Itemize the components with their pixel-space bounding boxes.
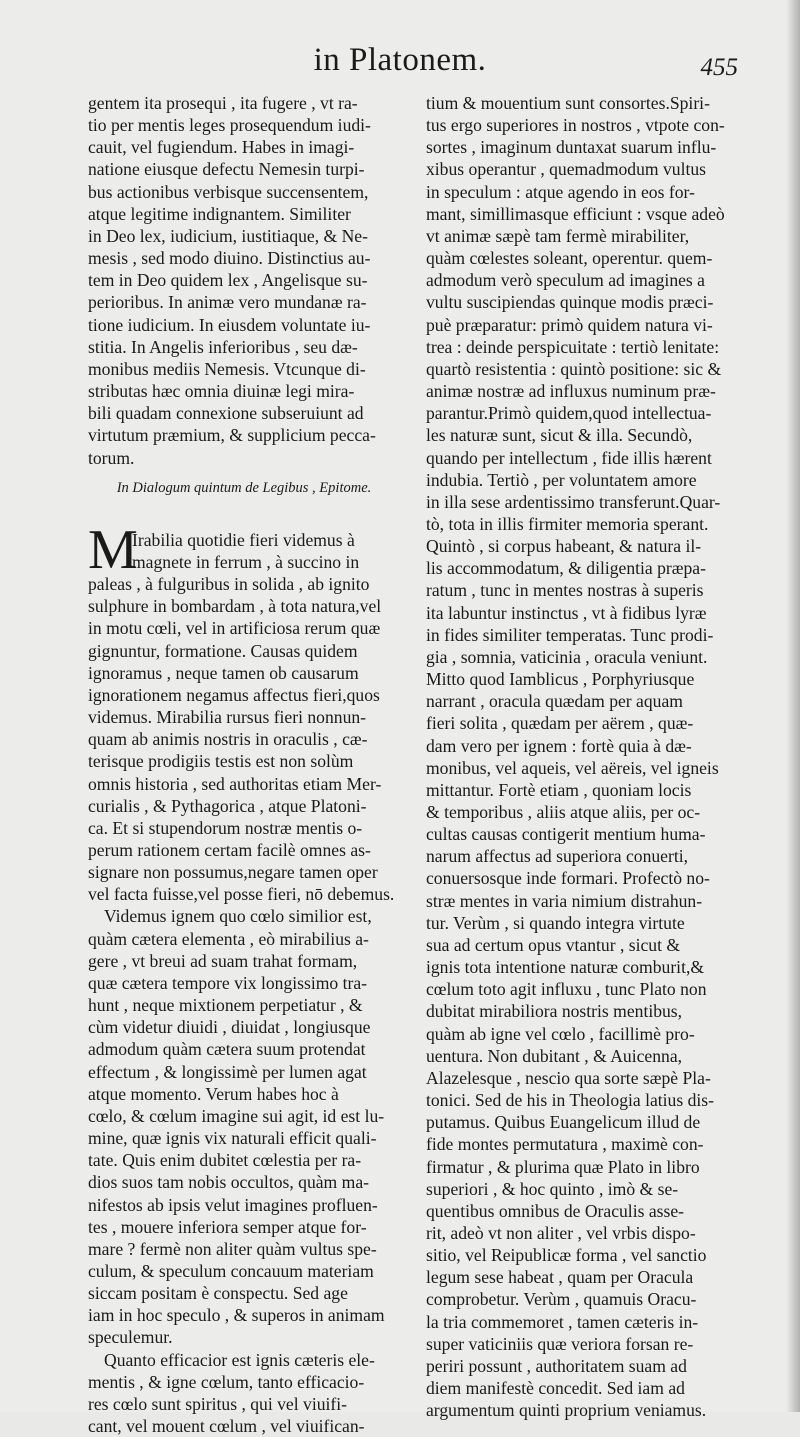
paragraph-1	[88, 92, 400, 469]
text-line: iam in hoc speculo , & superos in animam	[88, 1305, 385, 1326]
text-line: stræ mentes in varia nimium distrahun-	[426, 890, 703, 911]
text-line: vt animæ sæpè tam fermè mirabiliter,	[426, 225, 690, 246]
text-line: videmus. Mirabilia rursus fieri nonnun-	[88, 707, 367, 728]
page-edge-shadow	[786, 0, 800, 1412]
text-line: firmatur , & plurima quæ Plato in libro	[426, 1156, 700, 1177]
text-line: virtutum præmium, & supplicium pecca-	[88, 425, 376, 446]
text-line: dubitat mirabiliora nostris mentibus,	[426, 1001, 683, 1022]
text-line: tò, tota in illis firmiter memoria sperant.	[426, 513, 709, 534]
text-line: atque legitime indignantem. Similiter	[88, 203, 351, 224]
text-line: rit, adeò vt non aliter , vel vrbis dispo-	[426, 1222, 696, 1243]
page-header	[0, 42, 800, 88]
text-line: in fides similiter temperatas. Tunc prodi-	[426, 624, 714, 645]
text-line: gere , vt breui ad suam trahat formam,	[88, 950, 358, 971]
text-line: super vaticiniis quæ veriora forsan re-	[426, 1333, 694, 1354]
text-line: perioribus. In animæ vero mundanæ ra-	[88, 292, 367, 313]
text-line: atque momento. Verum habes hoc à	[88, 1083, 339, 1104]
text-line: dam vero per ignem : fortè quia à dæ-	[426, 735, 692, 756]
text-line: ignorationem negamus affectus fieri,quos	[88, 684, 380, 705]
text-line: narrant , oracula quædam per aquam	[426, 691, 683, 712]
text-line: Quanto efficacior est ignis cæteris ele-	[104, 1349, 375, 1370]
text-line: mare ? fermè non aliter quàm vultus spe-	[88, 1238, 377, 1259]
text-line: comprobetur. Verùm , quamuis Oracu-	[426, 1289, 697, 1310]
text-line: cauit, vel fugiendum. Habes in imagi-	[88, 137, 355, 158]
section-heading: In Dialogum quintum de Legibus , Epitome.	[116, 479, 372, 496]
text-line: in motu cœli, vel in artificiosa rerum quæ	[88, 618, 381, 639]
text-line: tium & mouentium sunt consortes.Spiri-	[426, 93, 710, 113]
left-column	[88, 92, 400, 1437]
text-line: la tria commemoret , tamen cæteris in-	[426, 1311, 699, 1332]
text-line: signare non possumus,negare tamen oper	[88, 862, 378, 883]
text-line: paleas , à fulguribus in solida , ab ignito	[88, 574, 370, 595]
text-line: mentis , & igne cœlum, tanto efficacio-	[88, 1371, 365, 1392]
text-line: ratum , tunc in mentes nostras à superis	[426, 580, 704, 601]
text-line: trea : deinde perspicuitate : tertiò lenitate:	[426, 336, 720, 357]
text-line: quæ cætera tempore vix longissimo tra-	[88, 972, 368, 993]
text-line: Mitto quod Iamblicus , Porphyriusque	[426, 669, 695, 690]
text-line: sua ad certum opus vtantur , sicut &	[426, 934, 681, 955]
text-line: puè præparatur: primò quidem natura vi-	[426, 314, 713, 335]
text-line: in illa sese ardentissimo transferunt.Quar-	[426, 491, 721, 512]
text-line: sortes , imaginum duntaxat suarum influ-	[426, 137, 717, 158]
text-line: ca. Et si stupendorum nostræ mentis o-	[88, 817, 363, 838]
text-line: siccam positam è conspectu. Sed age	[88, 1283, 348, 1304]
text-line: vel facta fuisse,vel posse fieri, nō debemus.	[88, 884, 395, 905]
text-line: cœlo, & cœlum imagine sui agit, id est lu-	[88, 1105, 385, 1126]
text-line: sitio, vel Reipublicæ forma , vel sanctio	[426, 1245, 707, 1266]
text-line: bili quadam connexione subseruiunt ad	[88, 403, 364, 424]
text-line: res cœlo sunt spiritus , qui vel viuifi-	[88, 1393, 347, 1414]
text-line: fieri solita , quædam per aërem , quæ-	[426, 713, 694, 734]
text-line: hunt , neque mixtionem perpetiatur , &	[88, 995, 363, 1016]
text-line: effectum , & longissimè per lumen agat	[88, 1061, 367, 1082]
text-line: indubia. Tertiò , per voluntatem amore	[426, 469, 697, 490]
text-line: tio per mentis leges prosequendum iudi-	[88, 115, 371, 136]
text-line: omnis historia , sed authoritas etiam Mer-	[88, 773, 382, 794]
text-line: & temporibus , aliis atque aliis, per oc-	[426, 802, 701, 822]
text-line: monibus, vel aqueis, vel aëreis, vel igneis	[426, 757, 719, 778]
text-line: cùm videtur diuidi , diuidat , longiusque	[88, 1017, 371, 1038]
text-line: quam ab animis nostris in oraculis , cæ-	[88, 729, 368, 750]
text-line: Quintò , si corpus habeant, & natura il-	[426, 536, 702, 557]
text-line: speculemur.	[88, 1327, 173, 1348]
text-line: culum, & speculum concauum materiam	[88, 1260, 374, 1281]
text-line: xibus operantur , quemadmodum vultus	[426, 159, 706, 180]
text-line: conuersosque inde formari. Profectò no-	[426, 868, 710, 889]
text-line: superiori , & hoc quinto , imò & se-	[426, 1178, 679, 1199]
text-line: terisque prodigiis testis est non solùm	[88, 751, 354, 772]
text-line: tione iudicium. In eiusdem voluntate iu-	[88, 314, 371, 335]
text-line: mittantur. Fortè etiam , quoniam locis	[426, 779, 692, 800]
text-line: fide montes permutatura , maximè con-	[426, 1134, 704, 1155]
text-line: quàm cœlestes soleant, operentur. quem-	[426, 248, 713, 269]
text-line: in Deo lex, iudicium, iustitiaque, & Ne-	[88, 225, 368, 246]
text-line: admodum quàm cætera suum protendat	[88, 1039, 366, 1060]
text-line: curialis , & Pythagorica , atque Platoni-	[88, 795, 367, 816]
running-title: in Platonem.	[313, 42, 487, 78]
text-line: dios suos tam nobis occultos, quàm ma-	[88, 1172, 369, 1193]
text-line: lis accommodatum, & diligentia præpa-	[426, 558, 706, 579]
text-line: torum.	[88, 447, 135, 468]
text-line: bus actionibus verbisque succensentem,	[88, 181, 369, 202]
text-line: gentem ita prosequi , ita fugere , vt ra-	[88, 93, 358, 113]
text-line: ignis tota intentione naturæ comburit,&	[426, 957, 705, 978]
text-line: Videmus ignem quo cœlo similior est,	[104, 906, 372, 927]
text-line: cœlum toto agit influxu , tunc Plato non	[426, 979, 707, 1000]
text-line: tonici. Sed de his in Theologia latius dis-	[426, 1090, 714, 1111]
text-line: legum sese habeat , quam per Oracula	[426, 1267, 694, 1288]
text-line: admodum verò speculum ad imagines a	[426, 270, 705, 291]
right-column-text	[426, 92, 738, 1421]
text-line: ita labuntur instinctus , vt à fidibus lyræ	[426, 602, 707, 623]
text-line: narum affectus ad superiora conuerti,	[426, 846, 689, 867]
text-line: cultas causas contigerit mentium huma-	[426, 824, 706, 845]
text-line: stributas hæc omnia diuinæ legi mira-	[88, 381, 355, 402]
text-line: quartò resistentia : quintò positione: sic &	[426, 358, 722, 379]
text-line: ignoramus , neque tamen ob causarum	[88, 662, 359, 683]
drop-cap: M	[88, 518, 138, 581]
text-line: quàm cætera elementa , eò mirabilius a-	[88, 928, 369, 949]
text-line: nifestos ab ipsis velut imagines profluen-	[88, 1194, 378, 1215]
text-line: mine, quæ ignis vix naturali efficit quali-	[88, 1128, 377, 1149]
page-number: 455	[700, 54, 738, 81]
paragraph-2	[88, 518, 400, 906]
text-line: quando per intellectum , fide illis hærent	[426, 447, 712, 468]
text-line: diem manifestè concedit. Sed iam ad	[426, 1378, 685, 1399]
text-line: tate. Quis enim dubitet cœlestia per ra-	[88, 1150, 362, 1171]
text-line: quàm ab igne vel cœlo , facillimè pro-	[426, 1023, 695, 1044]
text-line: perum rationem certam facilè omnes as-	[88, 840, 371, 860]
text-line: cant, vel mouent cœlum , vel viuifican-	[88, 1416, 365, 1437]
text-line: sulphure in bombardam , à tota natura,vel	[88, 596, 382, 617]
text-line: in speculum : atque agendo in eos for-	[426, 181, 695, 202]
text-line: uentura. Non dubitant , & Auicenna,	[426, 1045, 683, 1066]
paragraph-4	[88, 1349, 400, 1437]
text-line: natione eiusque defectu Nemesin turpi-	[88, 159, 365, 180]
text-line: tem in Deo quidem lex , Angelisque su-	[88, 270, 368, 291]
text-line: vultu suscipiendas quinque modis præci-	[426, 292, 714, 313]
text-line: parantur.Primò quidem,quod intellectua-	[426, 403, 712, 424]
text-line: gignuntur, formatione. Causas quidem	[88, 640, 358, 661]
text-line: putamus. Quibus Euangelicum illud de	[426, 1112, 701, 1133]
text-line: Alazelesque , nescio qua sorte sæpè Pla-	[426, 1067, 711, 1088]
text-line: mant, simillimasque efficiunt : vsque adeò	[426, 203, 725, 224]
text-line: Irabilia quotidie fieri videmus à	[132, 529, 355, 550]
text-line: tus ergo superiores in nostros , vtpote con-	[426, 115, 725, 136]
text-line: monibus mediis Nemesis. Vtcunque di-	[88, 358, 366, 379]
text-line: tes , mouere inferiora semper atque for-	[88, 1216, 367, 1237]
text-line: mesis , sed modo diuino. Distinctius au-	[88, 248, 371, 269]
text-line: gia , somnia, vaticinia , oracula veniunt.	[426, 646, 708, 667]
text-line: stitia. In Angelis inferioribus , seu dæ-	[88, 336, 358, 357]
text-line: magnete in ferrum , à succino in	[132, 551, 360, 572]
paragraph-3	[88, 905, 400, 1348]
text-line: periri possunt , authoritatem suam ad	[426, 1355, 687, 1376]
text-line: les naturæ sunt, sicut & illa. Secundò,	[426, 425, 693, 446]
right-column	[426, 92, 738, 1421]
text-line: quentibus omnibus de Oraculis asse-	[426, 1200, 684, 1221]
text-line: tur. Verùm , si quando integra virtute	[426, 912, 685, 933]
text-line: animæ nostræ ad influxus numinum præ-	[426, 381, 716, 402]
text-line: argumentum quinti proprium veniamus.	[426, 1400, 707, 1421]
